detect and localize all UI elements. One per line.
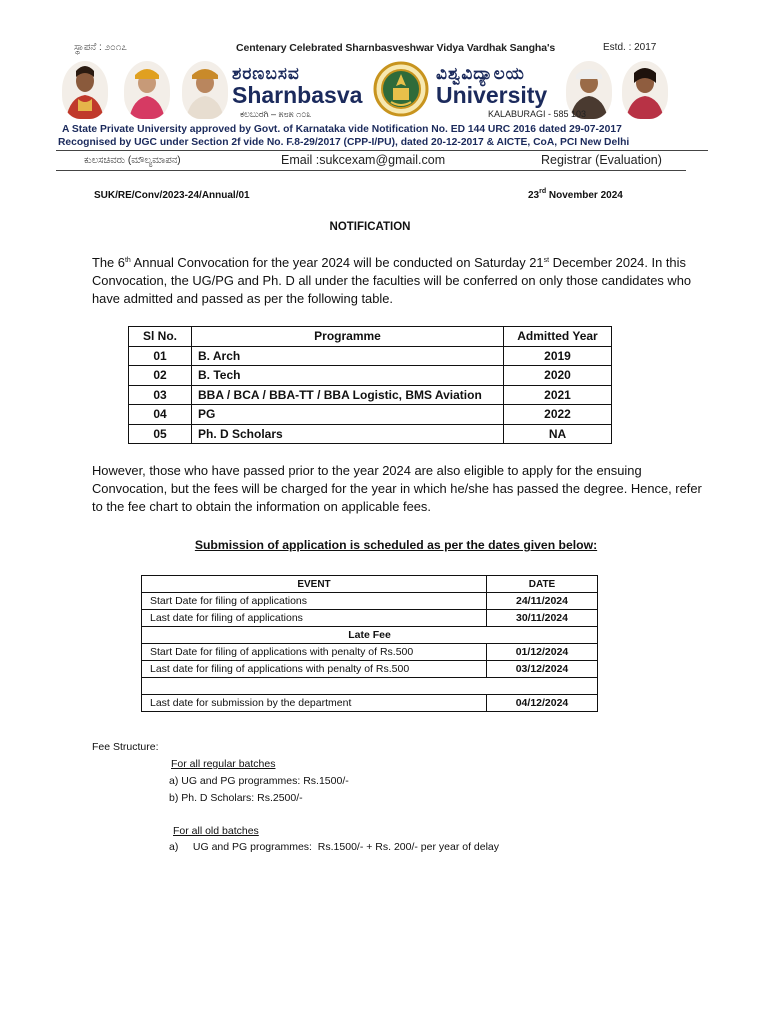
approval-line-2: Recognised by UGC under Section 2f vide No. F.8-29/2017 (CPP-I/PU), dated 20-12-2017 & AICTE, CoA, PCI New Delhi [58, 137, 630, 148]
established-year: Estd. : 2017 [603, 42, 657, 53]
event-cell: Last date for filing of applications [142, 610, 487, 627]
header-event: EVENT [142, 576, 487, 593]
registrar-kannada: ಕುಲಸಚಿವರು (ಮೌಲ್ಯಮಾಪನ) [84, 155, 181, 166]
year-cell: NA [504, 424, 612, 444]
portrait-2-image [124, 61, 170, 119]
programme-cell: PG [192, 405, 504, 425]
university-name-kannada-left: ಶರಣಬಸವ [232, 64, 300, 83]
schedule-heading: Submission of application is scheduled as per the dates given below: [194, 538, 598, 552]
table-row [129, 346, 612, 366]
intro-sup-b: st [543, 257, 550, 264]
place-kannada: ಕಲಬುರಗಿ – ೫೮೫ ೧೦೩ [240, 109, 312, 119]
event-cell: Start Date for filing of applications [142, 593, 487, 610]
university-name-kannada-right: ವಿಶ್ವವಿದ್ಯಾಲಯ [436, 64, 525, 83]
programme-cell: Ph. D Scholars [192, 424, 504, 444]
regular-batches-heading: For all regular batches [171, 758, 276, 770]
event-cell: Last date for filing of applications with penalty of Rs.500 [142, 661, 487, 678]
letterhead-divider-top [56, 150, 708, 151]
table-row [129, 366, 612, 386]
header-admitted-year: Admitted Year [504, 327, 612, 347]
intro-text-c: December 2024. In this Convocation, the UG/PG and Ph. D all under the faculties will be conferred on only those candidates who have admitted and passed as per the following table. [92, 255, 692, 306]
programme-table-header [129, 327, 612, 347]
table-row [142, 661, 598, 678]
late-fee-label: Late Fee [142, 627, 598, 644]
sl-no-cell: 01 [129, 346, 192, 366]
schedule-table-header [142, 576, 598, 593]
intro-sup-a: th [124, 257, 131, 264]
date-cell: 04/12/2024 [487, 695, 598, 712]
empty-row [142, 678, 598, 695]
sl-no-cell: 05 [129, 424, 192, 444]
regular-fee-item: a) UG and PG programmes: Rs.1500/- [169, 775, 349, 787]
email-address: Email :sukcexam@gmail.com [281, 153, 446, 167]
event-cell: Last date for submission by the department [142, 695, 487, 712]
intro-text-b: Annual Convocation for the year 2024 will be conducted on Saturday 21 [130, 255, 544, 270]
university-name-left: Sharnbasva [232, 82, 363, 108]
event-cell: Start Date for filing of applications with penalty of Rs.500 [142, 644, 487, 661]
notification-title: NOTIFICATION [329, 221, 411, 233]
portrait-3-image [182, 61, 228, 119]
date-suffix: rd [539, 188, 547, 195]
date-month-year: November 2024 [546, 190, 623, 201]
notice-date [528, 190, 623, 201]
date-cell: 30/11/2024 [487, 610, 598, 627]
sl-no-cell: 04 [129, 405, 192, 425]
university-name-right: University [436, 82, 548, 108]
place-english: KALABURAGI - 585 103 [488, 109, 587, 119]
table-row [142, 610, 598, 627]
intro-text-a: The 6 [92, 255, 125, 270]
year-cell: 2020 [504, 366, 612, 386]
sl-no-cell: 02 [129, 366, 192, 386]
table-row [129, 385, 612, 405]
table-row [142, 644, 598, 661]
date-cell: 03/12/2024 [487, 661, 598, 678]
table-row [142, 593, 598, 610]
old-batches-heading: For all old batches [173, 825, 259, 837]
table-row [142, 627, 598, 644]
intro-paragraph [92, 254, 712, 308]
header-date: DATE [487, 576, 598, 593]
established-kannada: ಸ್ಥಾಪನೆ : ೨೦೧೭ [74, 42, 127, 53]
letterhead-divider-bottom [56, 170, 686, 171]
regular-fee-item: b) Ph. D Scholars: Rs.2500/- [169, 792, 303, 804]
university-emblem-icon [372, 58, 430, 120]
header-sl-no: Sl No. [129, 327, 192, 347]
year-cell: 2022 [504, 405, 612, 425]
letterhead-top-line [60, 42, 710, 56]
eligibility-paragraph: However, those who have passed prior to the year 2024 are also eligible to apply for the ensuing Convocation, but the fees will be charged for the year in which he/she has passed the degree. Hence, refer to the fee chart to obtain the information on applicable fees. [92, 463, 702, 514]
programme-table [128, 326, 612, 444]
reference-number: SUK/RE/Conv/2023-24/Annual/01 [94, 190, 250, 201]
old-fee-item: a) UG and PG programmes: Rs.1500/- + Rs. 200/- per year of delay [169, 841, 500, 853]
approval-line-1: A State Private University approved by Govt. of Karnataka vide Notification No. ED 144 URC 2016 dated 29-07-2017 [62, 124, 622, 135]
date-cell: 24/11/2024 [487, 593, 598, 610]
table-row [142, 695, 598, 712]
sl-no-cell: 03 [129, 385, 192, 405]
fee-structure-title: Fee Structure: [92, 741, 159, 753]
programme-cell: B. Arch [192, 346, 504, 366]
portrait-1-image [62, 61, 108, 119]
year-cell: 2021 [504, 385, 612, 405]
registrar-evaluation: Registrar (Evaluation) [541, 153, 662, 167]
table-row [129, 424, 612, 444]
empty-cell [142, 678, 598, 695]
table-row [129, 405, 612, 425]
programme-cell: BBA / BCA / BBA-TT / BBA Logistic, BMS Aviation [192, 385, 504, 405]
schedule-table [141, 575, 598, 712]
header-programme: Programme [192, 327, 504, 347]
date-cell: 01/12/2024 [487, 644, 598, 661]
portrait-5-image [622, 61, 668, 119]
year-cell: 2019 [504, 346, 612, 366]
programme-cell: B. Tech [192, 366, 504, 386]
date-day: 23 [528, 190, 540, 201]
sangha-name: Centenary Celebrated Sharnbasveshwar Vidya Vardhak Sangha's [236, 42, 556, 54]
